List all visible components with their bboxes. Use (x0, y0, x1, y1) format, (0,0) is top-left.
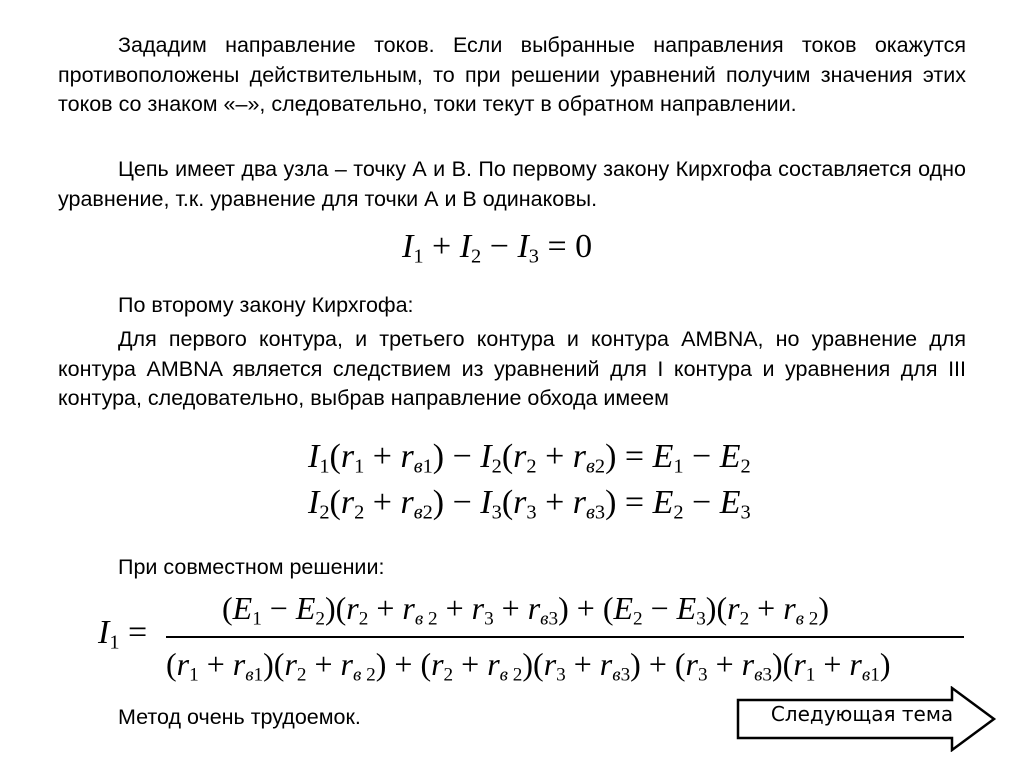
paragraph-contours-text: Для первого контура, и третьего контура и контура AMBNA, но уравнение для контура AMBNA является следствием из уравнений для I контура и уравнения для III контура, следовательно, выбрав направление обхода имеем (58, 327, 966, 410)
paragraph-method-laborious: Метод очень трудоемок. (118, 705, 361, 729)
paragraph-current-directions (58, 31, 966, 120)
paragraph-contours (58, 325, 966, 414)
solution-denominator: $(r_1 + r_{в1})(r_2 + r_{в 2}) + (r_2 + r_{в 2})(r_3 + r_{в3}) + (r_3 + r_{в3})(r_1 + r_{в1})$ (166, 646, 891, 686)
paragraph-kirchhoff-first-law-text: Цепь имеет два узла – точку А и В. По первому закону Кирхгофа составляется одно уравнение, т.к. уравнение для точки А и В одинаковы. (58, 157, 966, 211)
paragraph-current-directions-text: Зададим направление токов. Если выбранные направления токов окажутся противоположены действительным, то при решении уравнений получим значения этих токов со знаком «–», следовательно, токи текут в обратном направлении. (58, 33, 966, 116)
solution-numerator: $(E_1 - E_2)(r_2 + r_{в 2} + r_3 + r_{в3}) + (E_2 - E_3)(r_2 + r_{в 2})$ (222, 590, 830, 630)
fraction-bar (166, 636, 964, 638)
next-topic-label: Следующая тема (770, 702, 954, 726)
solution-lhs: $I_1$ = (98, 614, 148, 654)
equation-kvl-1: $I_1(r_1 + r_{в1}) - I_2(r_2 + r_{в2}) = E_1 - E_2$ (308, 438, 751, 478)
paragraph-kirchhoff-second-law: По второму закону Кирхгофа: (118, 293, 414, 317)
equation-kcl: $I_1 + I_2 - I_3 = 0$ (402, 228, 593, 268)
equation-kvl-2: $I_2(r_2 + r_{в2}) - I_3(r_3 + r_{в3}) = E_2 - E_3$ (308, 484, 751, 524)
paragraph-kirchhoff-first-law (58, 155, 966, 214)
paragraph-joint-solution: При совместном решении: (118, 555, 385, 579)
